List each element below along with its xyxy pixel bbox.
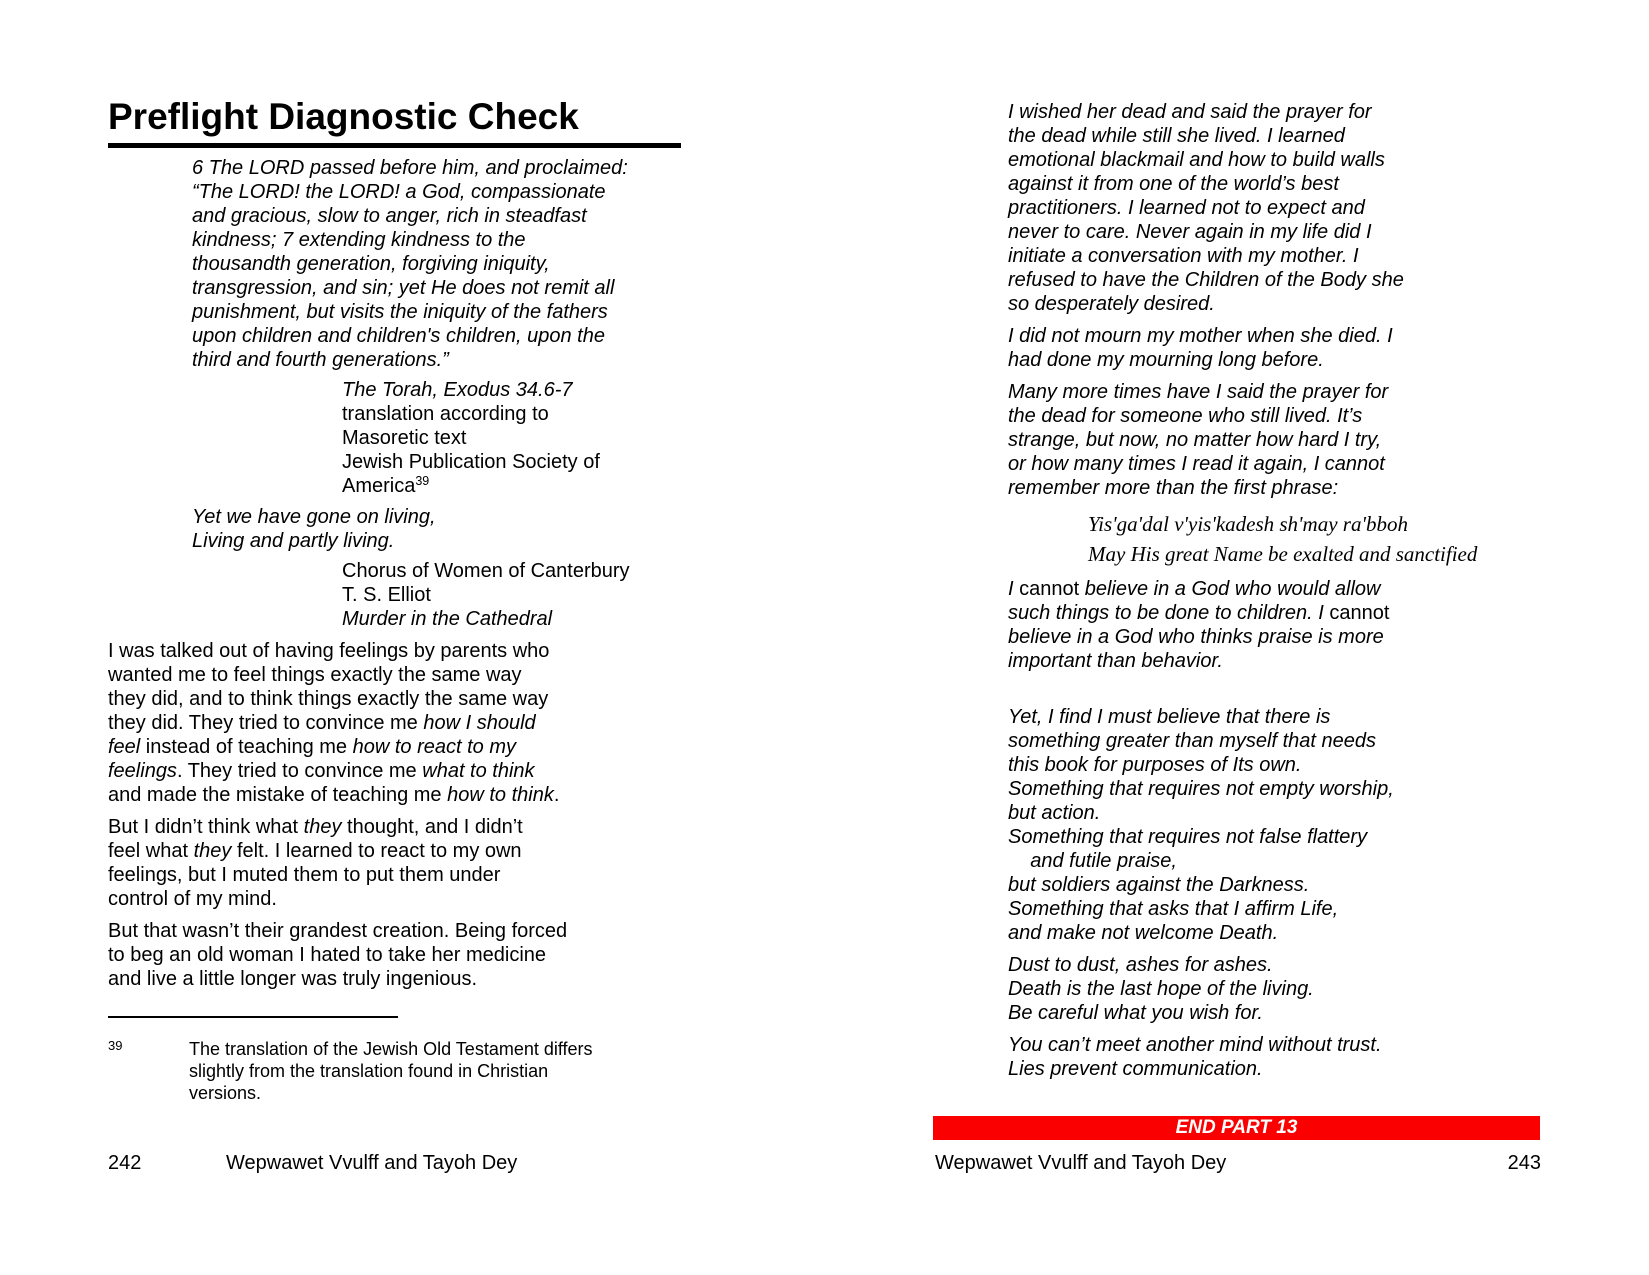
text-line: this book for purposes of Its own. bbox=[1008, 754, 1302, 776]
text-line: practitioners. I learned not to expect and bbox=[1008, 197, 1365, 219]
text-line: to beg an old woman I hated to take her medicine bbox=[108, 944, 547, 966]
text-line: feelings. They tried to convince me what to think bbox=[108, 760, 535, 782]
text-line: Yet, I find I must believe that there is bbox=[1008, 706, 1331, 728]
text-line: Many more times have I said the prayer for bbox=[1008, 381, 1389, 403]
text-line: “The LORD! the LORD! a God, compassionate bbox=[192, 181, 606, 203]
text-line: feel what they felt. I learned to react to my own bbox=[108, 840, 522, 862]
text-line: feel instead of teaching me how to react to my bbox=[108, 736, 517, 758]
text-line: but action. bbox=[1008, 802, 1101, 824]
body-paragraph-8 bbox=[1008, 705, 1541, 945]
text-line: emotional blackmail and how to build walls bbox=[1008, 149, 1385, 171]
text-line: refused to have the Children of the Body she bbox=[1008, 269, 1404, 291]
title-underline-rule bbox=[108, 143, 681, 148]
body-paragraph-4 bbox=[1008, 100, 1541, 316]
body-paragraph-9 bbox=[1008, 953, 1541, 1025]
body-paragraph-10 bbox=[1008, 1033, 1541, 1081]
text-line: Something that asks that I affirm Life, bbox=[1008, 898, 1339, 920]
text-line: the dead for someone who still lived. It’s bbox=[1008, 405, 1363, 427]
text-line bbox=[1008, 673, 1541, 697]
kaddish-quote bbox=[1088, 509, 1541, 569]
text-line: feelings, but I muted them to put them under bbox=[108, 864, 501, 886]
text-line: they did. They tried to convince me how I should bbox=[108, 712, 536, 734]
text-line: against it from one of the world’s best bbox=[1008, 173, 1339, 195]
page-number: 242 bbox=[108, 1152, 142, 1174]
text-line: I wished her dead and said the prayer for bbox=[1008, 101, 1372, 123]
end-part-banner bbox=[933, 1116, 1540, 1140]
text-line: something greater than myself that needs bbox=[1008, 730, 1376, 752]
text-line: Be careful what you wish for. bbox=[1008, 1002, 1263, 1024]
text-line: kindness; 7 extending kindness to the bbox=[192, 229, 526, 251]
text-line: The Torah, Exodus 34.6-7 bbox=[342, 379, 573, 401]
text-line: control of my mind. bbox=[108, 888, 277, 910]
text-line: Jewish Publication Society of bbox=[342, 451, 600, 473]
text-line: May His great Name be exalted and sanctified bbox=[1088, 542, 1478, 566]
text-line: translation according to bbox=[342, 403, 549, 425]
footnote bbox=[108, 1038, 681, 1104]
text-line: strange, but now, no matter how hard I try, bbox=[1008, 429, 1382, 451]
left-page bbox=[108, 0, 681, 1104]
text-line: I did not mourn my mother when she died. I bbox=[1008, 325, 1393, 347]
footnote-number: 39 bbox=[108, 1038, 123, 1053]
footnote-separator-rule bbox=[108, 1016, 398, 1018]
text-line: Death is the last hope of the living. bbox=[1008, 978, 1314, 1000]
left-page-footer bbox=[108, 1150, 681, 1176]
text-line: initiate a conversation with my mother. I bbox=[1008, 245, 1359, 267]
text-line: upon children and children's children, upon the bbox=[192, 325, 605, 347]
footnote-text bbox=[189, 1038, 593, 1104]
right-page-footer bbox=[935, 1150, 1541, 1176]
text-line: Lies prevent communication. bbox=[1008, 1058, 1263, 1080]
text-line: Dust to dust, ashes for ashes. bbox=[1008, 954, 1273, 976]
body-paragraph-1 bbox=[108, 639, 681, 807]
body-paragraph-5 bbox=[1008, 324, 1541, 372]
body-paragraph-7 bbox=[1008, 577, 1541, 697]
text-line: and make not welcome Death. bbox=[1008, 922, 1279, 944]
eliot-attribution bbox=[342, 559, 681, 631]
text-line: Living and partly living. bbox=[192, 530, 395, 552]
text-line: and live a little longer was truly ingenious. bbox=[108, 968, 478, 990]
text-line: Masoretic text bbox=[342, 427, 467, 449]
running-title: Wepwawet Vvulff and Tayoh Dey bbox=[226, 1152, 518, 1174]
text-line: thousandth generation, forgiving iniquity, bbox=[192, 253, 550, 275]
text-line: Murder in the Cathedral bbox=[342, 608, 553, 630]
text-line: America$^{39}$ bbox=[342, 474, 430, 497]
text-line: punishment, but visits the iniquity of the fathers bbox=[192, 301, 608, 323]
text-line: T. S. Elliot bbox=[342, 584, 431, 606]
page-number: 243 bbox=[1507, 1152, 1541, 1174]
text-line: and futile praise, bbox=[1008, 850, 1177, 872]
text-line: But that wasn’t their grandest creation. Being forced bbox=[108, 920, 568, 942]
text-line: they did, and to think things exactly the same way bbox=[108, 688, 549, 710]
text-line: transgression, and sin; yet He does not remit all bbox=[192, 277, 615, 299]
text-line: Something that requires not empty worship, bbox=[1008, 778, 1394, 800]
text-line: believe in a God who thinks praise is more bbox=[1008, 626, 1384, 648]
text-line: Yis'ga'dal v'yis'kadesh sh'may ra'bboh bbox=[1088, 512, 1408, 536]
text-line: versions. bbox=[189, 1083, 262, 1103]
text-line: and gracious, slow to anger, rich in steadfast bbox=[192, 205, 587, 227]
text-line: You can’t meet another mind without trust. bbox=[1008, 1034, 1382, 1056]
text-line: the dead while still she lived. I learned bbox=[1008, 125, 1345, 147]
text-line: Yet we have gone on living, bbox=[192, 506, 436, 528]
text-line: wanted me to feel things exactly the same way bbox=[108, 664, 522, 686]
text-line: Something that requires not false flattery bbox=[1008, 826, 1368, 848]
text-line: The translation of the Jewish Old Testament differs bbox=[189, 1039, 593, 1059]
page-title: Preflight Diagnostic Check bbox=[108, 96, 579, 137]
text-line: but soldiers against the Darkness. bbox=[1008, 874, 1310, 896]
text-line: never to care. Never again in my life did I bbox=[1008, 221, 1372, 243]
right-page bbox=[935, 0, 1541, 1081]
text-line: such things to be done to children. I cannot bbox=[1008, 602, 1390, 624]
body-paragraph-3 bbox=[108, 919, 681, 991]
text-line: I cannot believe in a God who would allow bbox=[1008, 578, 1381, 600]
text-line: remember more than the first phrase: bbox=[1008, 477, 1339, 499]
text-line: third and fourth generations.” bbox=[192, 349, 449, 371]
text-line: I was talked out of having feelings by parents who bbox=[108, 640, 550, 662]
torah-attribution bbox=[342, 378, 681, 498]
text-line: had done my mourning long before. bbox=[1008, 349, 1324, 371]
text-line: 6 The LORD passed before him, and proclaimed: bbox=[192, 157, 628, 179]
text-line: But I didn’t think what they thought, and I didn’t bbox=[108, 816, 523, 838]
eliot-verse bbox=[192, 505, 681, 553]
text-line: so desperately desired. bbox=[1008, 293, 1215, 315]
text-line: important than behavior. bbox=[1008, 650, 1223, 672]
text-line: and made the mistake of teaching me how to think. bbox=[108, 784, 560, 806]
text-line: slightly from the translation found in Christian bbox=[189, 1061, 549, 1081]
body-paragraph-2 bbox=[108, 815, 681, 911]
end-part-banner-label: END PART 13 bbox=[1175, 1117, 1298, 1138]
torah-quote bbox=[192, 156, 681, 372]
running-title: Wepwawet Vvulff and Tayoh Dey bbox=[935, 1152, 1227, 1174]
right-page-body bbox=[1008, 100, 1541, 1081]
body-paragraph-6 bbox=[1008, 380, 1541, 500]
text-line: Chorus of Women of Canterbury bbox=[342, 560, 630, 582]
text-line: or how many times I read it again, I cannot bbox=[1008, 453, 1385, 475]
